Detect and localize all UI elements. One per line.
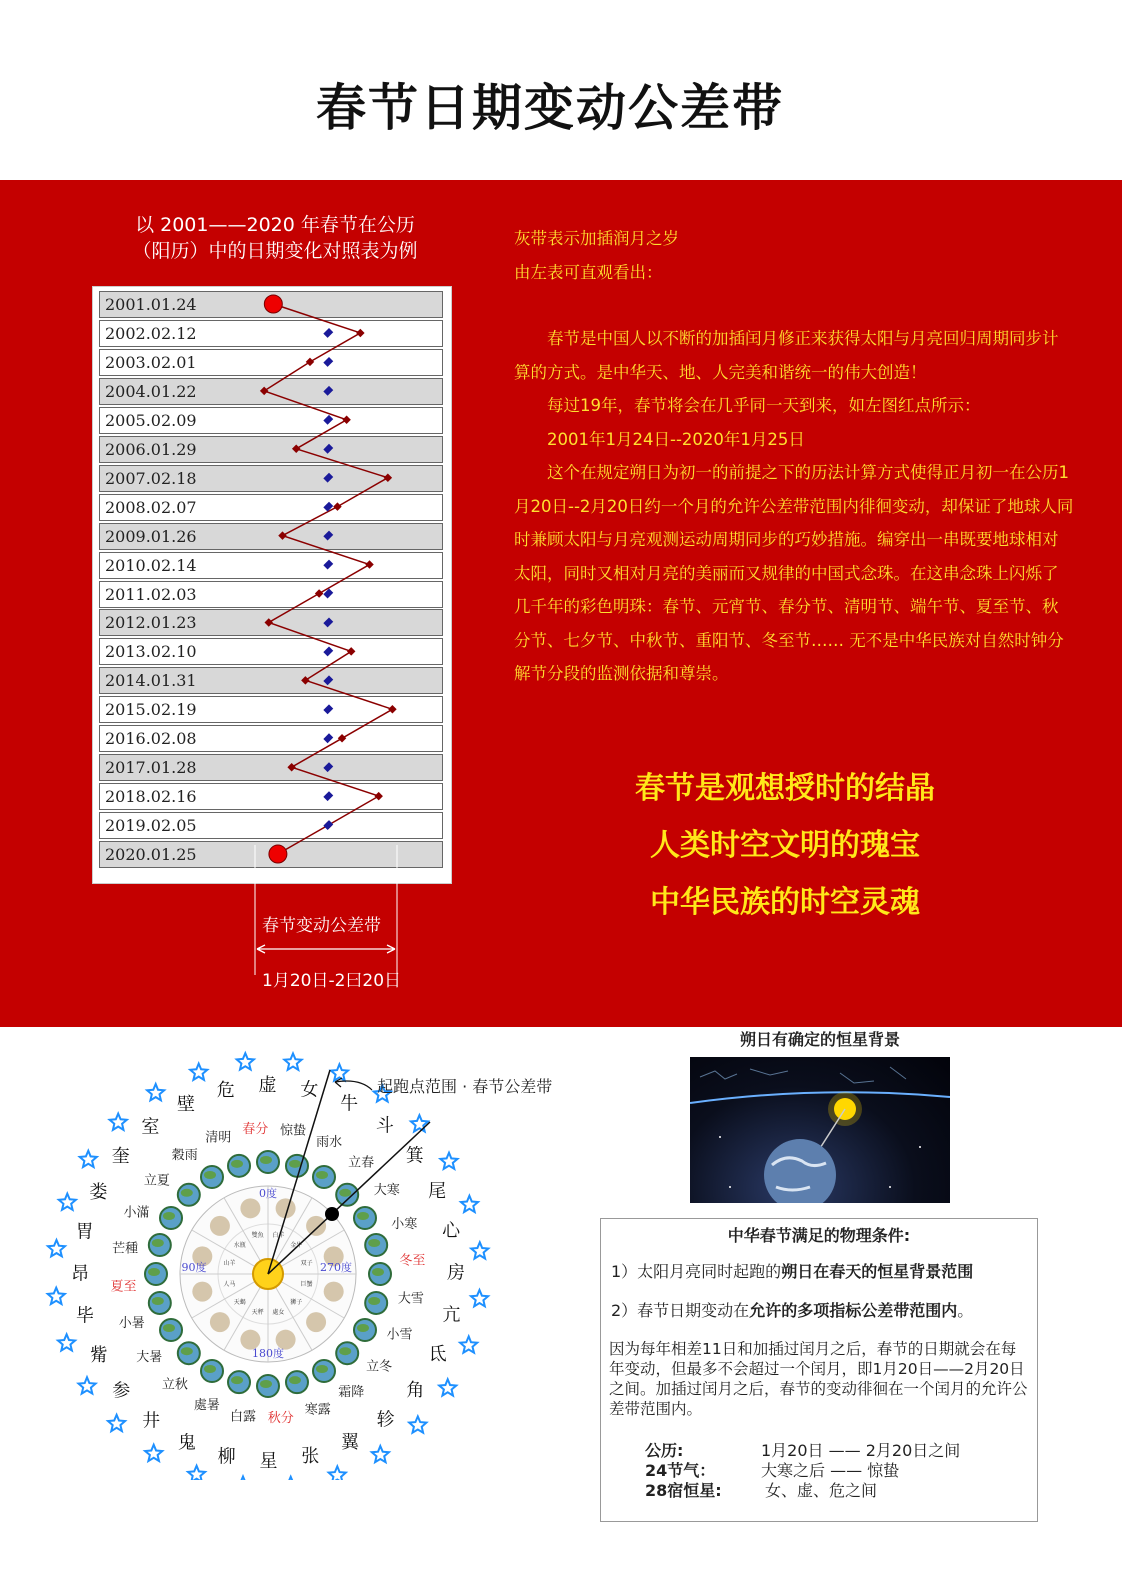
zodiac-sign-icon: [306, 1216, 326, 1236]
earth-land: [148, 1268, 160, 1276]
earth-land: [260, 1156, 272, 1164]
date-row: 2015.02.19: [99, 696, 443, 723]
lunar-mansion-label: 箕: [405, 1145, 424, 1167]
date-row: 2009.01.26: [99, 523, 443, 550]
date-point-marker: [338, 734, 346, 742]
earth-land: [163, 1212, 175, 1220]
zodiac-name-label: 狮子: [290, 1298, 303, 1306]
photo-title: 朔日有确定的恒星背景: [739, 1030, 900, 1049]
earth-land: [368, 1297, 380, 1305]
star-icon: [190, 1064, 207, 1080]
solar-term-label: 立冬: [366, 1359, 393, 1375]
date-row: 2010.02.14: [99, 552, 443, 579]
lunar-mansion-label: 柳: [217, 1446, 236, 1468]
solar-term-label: 穀雨: [171, 1147, 198, 1163]
earth-land: [316, 1171, 328, 1179]
zigzag-line: [264, 304, 392, 854]
date-point-marker: [356, 329, 364, 337]
reference-diamond-marker: [323, 704, 333, 714]
earth-land: [181, 1189, 193, 1197]
date-row: 2014.01.31: [99, 667, 443, 694]
star-icon: [331, 1064, 348, 1080]
paragraph-1: 春节是中国人以不断的加插闰月修正来获得太阳与月亮回归周期同步计算的方式。是中华天、地、人完美和谐统一的伟大创造！: [514, 329, 1059, 382]
constellation-lines: [700, 1067, 906, 1083]
star-icon: [284, 1054, 301, 1070]
earth-land: [231, 1376, 243, 1384]
zodiac-name-label: 山羊: [223, 1260, 236, 1268]
solar-term-label: 大寒: [373, 1183, 400, 1199]
lunar-mansion-label: 室: [141, 1116, 160, 1138]
zodiac-name-label: 人马: [223, 1280, 236, 1288]
value-mansions: 女、虚、危之间: [765, 1481, 878, 1500]
earth-land: [231, 1160, 243, 1168]
explanation-text: [514, 222, 1074, 691]
date-row: 2012.01.23: [99, 609, 443, 636]
star-icon: [237, 1053, 254, 1069]
zodiac-sign-icon: [192, 1282, 212, 1302]
key-solar-terms: 24节气：: [645, 1461, 716, 1480]
star-icon: [409, 1416, 426, 1432]
earth-land: [339, 1189, 351, 1197]
zodiac-name-label: 雙魚: [251, 1231, 264, 1239]
earth-land: [316, 1365, 328, 1373]
reference-diamond-marker: [323, 820, 333, 830]
lunar-mansion-label: 角: [406, 1379, 425, 1401]
date-row: 2004.01.22: [99, 378, 443, 405]
reference-diamond-marker: [323, 675, 333, 685]
pointer-label-arrow: [335, 1081, 372, 1090]
date-row: 2019.02.05: [99, 812, 443, 839]
date-point-marker: [306, 358, 314, 366]
page-title: 春节日期变动公差带: [316, 78, 784, 137]
star-icon: [329, 1466, 346, 1480]
date-row: 2013.02.10: [99, 638, 443, 665]
sun-moon-earth-photo: [690, 1057, 950, 1203]
star-icon: [145, 1445, 162, 1461]
slogan-2: 人类时空文明的瑰宝: [650, 828, 920, 863]
date-point-marker: [384, 473, 392, 481]
zodiac-sign-icon: [324, 1282, 344, 1302]
solar-term-label: 芒種: [112, 1241, 139, 1257]
date-point-marker: [278, 531, 286, 539]
date-row: 2017.01.28: [99, 754, 443, 781]
reference-diamond-marker: [323, 560, 333, 570]
star-icon: [440, 1153, 457, 1169]
reference-diamond-marker: [323, 328, 333, 338]
zodiac-name-label: 巨蟹: [300, 1280, 313, 1288]
reference-diamond-marker: [323, 444, 333, 454]
solar-term-label: 小滿: [123, 1205, 150, 1221]
lunar-mansion-label: 翼: [340, 1432, 359, 1454]
pointer-label: 起跑点范围 · 春节公差带: [377, 1077, 553, 1096]
zodiac-name-label: 處女: [272, 1309, 285, 1317]
reference-diamond-marker: [323, 762, 333, 772]
paragraph-3: 2001年1月24日--2020年1月25日: [514, 429, 805, 449]
zodiac-sign-icon: [210, 1312, 230, 1332]
lunar-mansion-label: 房: [446, 1262, 465, 1284]
condition-2-prefix: 2）春节日期变动在: [611, 1301, 750, 1320]
solar-term-label: 秋分: [267, 1410, 294, 1426]
reference-diamond-marker: [323, 646, 333, 656]
cycle-endpoint-marker: [269, 845, 287, 863]
zodiac-sign-icon: [306, 1312, 326, 1332]
star-icon: [461, 1196, 478, 1212]
lunar-mansion-label: 心: [442, 1220, 461, 1242]
star-icon: [110, 1114, 127, 1130]
solar-term-label: 雨水: [316, 1135, 343, 1151]
earth-land: [372, 1268, 384, 1276]
solar-term-label: 小暑: [118, 1316, 145, 1332]
zodiac-name-label: 白羊: [272, 1231, 285, 1239]
reference-diamond-marker: [323, 618, 333, 628]
star-icon: [80, 1151, 97, 1167]
condition-1-emphasis: 朔日在春天的恒星背景范围: [781, 1262, 974, 1281]
date-row: 2011.02.03: [99, 581, 443, 608]
conditions-box: [600, 1218, 1038, 1522]
solar-term-label: 惊蛰: [280, 1123, 307, 1139]
star-icon: [471, 1242, 488, 1258]
star-icon: [59, 1194, 76, 1210]
value-gregorian: 1月20日 —— 2月20日之间: [761, 1441, 961, 1460]
zodiac-name-label: 水瓶: [233, 1242, 246, 1250]
lunar-mansion-label: 尾: [428, 1181, 447, 1203]
degree-label: 270度: [320, 1261, 352, 1274]
tolerance-band-label: 春节变动公差带: [262, 916, 381, 936]
earth-icon: [764, 1139, 836, 1203]
key-mansions: 28宿恒星:: [645, 1481, 722, 1500]
date-row: 2002.02.12: [99, 320, 443, 347]
lunar-mansion-label: 井: [142, 1410, 161, 1432]
date-point-marker: [374, 792, 382, 800]
lunar-mansion-label: 壁: [177, 1093, 196, 1115]
star-icon: [471, 1290, 488, 1306]
earth-land: [152, 1297, 164, 1305]
moon-marker: [325, 1207, 339, 1221]
reference-diamond-marker: [323, 791, 333, 801]
lunar-mansion-label: 参: [112, 1380, 131, 1402]
zodiac-name-label: 天秤: [251, 1309, 264, 1317]
degree-label: 180度: [252, 1347, 284, 1360]
solar-term-label: 小寒: [391, 1216, 418, 1232]
earth-land: [181, 1347, 193, 1355]
slogan-1: 春节是观想授时的结晶: [635, 771, 935, 806]
zodiac-sign-icon: [210, 1216, 230, 1236]
star-icon: [188, 1466, 205, 1480]
star-icon: [439, 1379, 456, 1395]
zodiac-name-label: 双子: [300, 1260, 313, 1268]
condition-2: [611, 1298, 973, 1321]
date-row: 2020.01.25: [99, 841, 443, 868]
lunar-mansion-label: 胃: [75, 1221, 94, 1243]
solar-term-label: 小雪: [386, 1327, 413, 1343]
condition-1: [611, 1259, 973, 1282]
solar-term-label: 立秋: [161, 1377, 188, 1393]
intro-line: 由左表可直观看出：: [514, 262, 663, 282]
star-icon: [372, 1446, 389, 1462]
orbit-line: [690, 1092, 950, 1103]
date-point-marker: [301, 676, 309, 684]
band-width-arrow: [257, 945, 395, 953]
solar-term-label: 處暑: [193, 1397, 220, 1413]
lunar-mansion-label: 毕: [75, 1305, 94, 1327]
date-row: 2001.01.24: [99, 291, 443, 318]
table-heading-line2: （阳历）中的日期变化对照表为例: [132, 240, 418, 262]
lunar-mansion-label: 奎: [111, 1146, 130, 1168]
star-icon: [234, 1477, 251, 1481]
lunar-mansion-label: 氐: [428, 1344, 447, 1366]
earth-land: [357, 1324, 369, 1332]
cycle-endpoint-marker: [264, 295, 282, 313]
earth-land: [289, 1376, 301, 1384]
slogans: [560, 760, 1010, 931]
lunar-mansion-label: 星: [259, 1450, 278, 1472]
earth-land: [204, 1171, 216, 1179]
solar-term-label: 立春: [348, 1155, 375, 1171]
conditions-title: 中华春节满足的物理条件:: [727, 1226, 911, 1245]
date-point-marker: [333, 502, 341, 510]
zodiac-name-label: 天蝎: [233, 1298, 246, 1306]
lunar-mansion-label: 牛: [340, 1093, 359, 1115]
date-point-marker: [287, 763, 295, 771]
date-point-marker: [342, 416, 350, 424]
tolerance-band-range: 1月20日-2曰20日: [262, 971, 402, 991]
date-point-marker: [365, 560, 373, 568]
lunar-mansion-label: 张: [301, 1446, 320, 1468]
earth-land: [289, 1160, 301, 1168]
reference-diamond-marker: [323, 473, 333, 483]
earth-land: [260, 1380, 272, 1388]
lunar-mansion-label: 斗: [375, 1115, 394, 1137]
lunar-mansion-label: 女: [300, 1079, 319, 1101]
star-icon: [48, 1288, 65, 1304]
solar-term-label: 霜降: [338, 1385, 365, 1401]
date-row: 2003.02.01: [99, 349, 443, 376]
condition-2-emphasis: 允许的多项指标公差带范围内: [749, 1301, 958, 1320]
earth-land: [368, 1239, 380, 1247]
solar-term-label: 春分: [242, 1122, 269, 1138]
date-point-marker: [260, 387, 268, 395]
lunar-mansion-label: 轸: [376, 1409, 395, 1431]
reference-diamond-marker: [323, 415, 333, 425]
solar-term-label: 大暑: [136, 1349, 163, 1365]
reference-diamond-marker: [323, 386, 333, 396]
star-icon: [79, 1377, 96, 1393]
star-icon: [147, 1084, 164, 1100]
star-icon: [460, 1336, 477, 1352]
solar-term-label: 立夏: [143, 1173, 170, 1189]
date-row: 2008.02.07: [99, 494, 443, 521]
lunar-mansion-label: 危: [216, 1079, 235, 1101]
solar-term-label: 大雪: [397, 1291, 424, 1307]
date-row: 2018.02.16: [99, 783, 443, 810]
zodiac-wheel-diagram: [0, 1030, 600, 1480]
reference-diamond-marker: [323, 357, 333, 367]
solar-term-label: 夏至: [110, 1279, 137, 1295]
star-icon: [108, 1415, 125, 1431]
degree-label: 90度: [181, 1261, 207, 1274]
solar-term-label: 冬至: [399, 1253, 426, 1269]
date-row: 2006.01.29: [99, 436, 443, 463]
reference-diamond-marker: [323, 531, 333, 541]
earth-land: [204, 1365, 216, 1373]
spacer: [514, 289, 1074, 322]
date-row: 2007.02.18: [99, 465, 443, 492]
earth-land: [152, 1239, 164, 1247]
date-row: 2016.02.08: [99, 725, 443, 752]
lunar-mansion-label: 昂: [71, 1263, 90, 1285]
date-point-marker: [388, 705, 396, 713]
lunar-mansion-label: 虚: [258, 1075, 277, 1097]
slogan-3: 中华民族的时空灵魂: [650, 885, 920, 920]
space-scene-illustration: [690, 1057, 950, 1203]
lunar-mansion-label: 觜: [89, 1344, 108, 1366]
date-row: 2005.02.09: [99, 407, 443, 434]
lunar-mansion-label: 鬼: [177, 1432, 196, 1454]
date-point-marker: [347, 647, 355, 655]
lunar-mansion-label: 娄: [89, 1181, 108, 1203]
condition-2-suffix: 。: [957, 1301, 974, 1320]
zodiac-name-label: 金牛: [290, 1242, 303, 1250]
zodiac-sign-icon: [240, 1198, 260, 1218]
star-icon: [282, 1477, 299, 1480]
reference-diamond-marker: [323, 733, 333, 743]
star-icon: [48, 1240, 65, 1256]
solar-term-label: 寒露: [304, 1402, 331, 1418]
key-gregorian: 公历:: [645, 1441, 684, 1460]
date-point-marker: [292, 445, 300, 453]
conditions-paragraph: 因为每年相差11日和加插过闰月之后，春节的日期就会在每年变动，但最多不会超过一个闰月，即1月20日——2月20日之间。加插过闰月之后，春节的变动徘徊在一个闰月的允许公差带范围内。: [609, 1340, 1028, 1418]
value-solar-terms: 大寒之后 —— 惊蛰: [761, 1461, 900, 1480]
table-heading-line1: 以 2001——2020 年春节在公历: [135, 214, 415, 236]
star-icon: [58, 1334, 75, 1350]
earth-land: [163, 1324, 175, 1332]
date-point-marker: [264, 618, 272, 626]
condition-1-prefix: 1）太阳月亮同时起跑的: [611, 1262, 782, 1281]
earth-land: [339, 1347, 351, 1355]
lunar-mansion-label: 亢: [442, 1304, 461, 1326]
degree-label: 0度: [259, 1187, 277, 1200]
date-point-marker: [315, 589, 323, 597]
paragraph-4: 这个在规定朔日为初一的前提之下的历法计算方式使得正月初一在公历1月20日--2月20日约一个月的允许公差带范围内徘徊变动，却保证了地球人同时兼顾太阳与月亮观测运动周期同步的巧妙措施。编穿出一串既要地球相对太阳，同时又相对月亮的美丽而又规律的中国式念珠。在这串念珠上闪烁了几千年的彩色明珠：春节、元宵节、春分节、清明节、端午节、夏至节、秋分节、七夕节、中秋节、重阳节、冬至节…… 无不是中华民族对自然时钟分解节分段的监测依据和尊崇。: [514, 463, 1074, 683]
solar-term-label: 清明: [205, 1130, 232, 1146]
gray-band-note: 灰带表示加插润月之岁: [514, 229, 679, 248]
solar-term-label: 白露: [229, 1409, 256, 1425]
earth-land: [357, 1212, 369, 1220]
star-icon: [411, 1115, 428, 1131]
paragraph-2: 每过19年，春节将会在几乎同一天到来，如左图红点所示：: [514, 396, 981, 415]
